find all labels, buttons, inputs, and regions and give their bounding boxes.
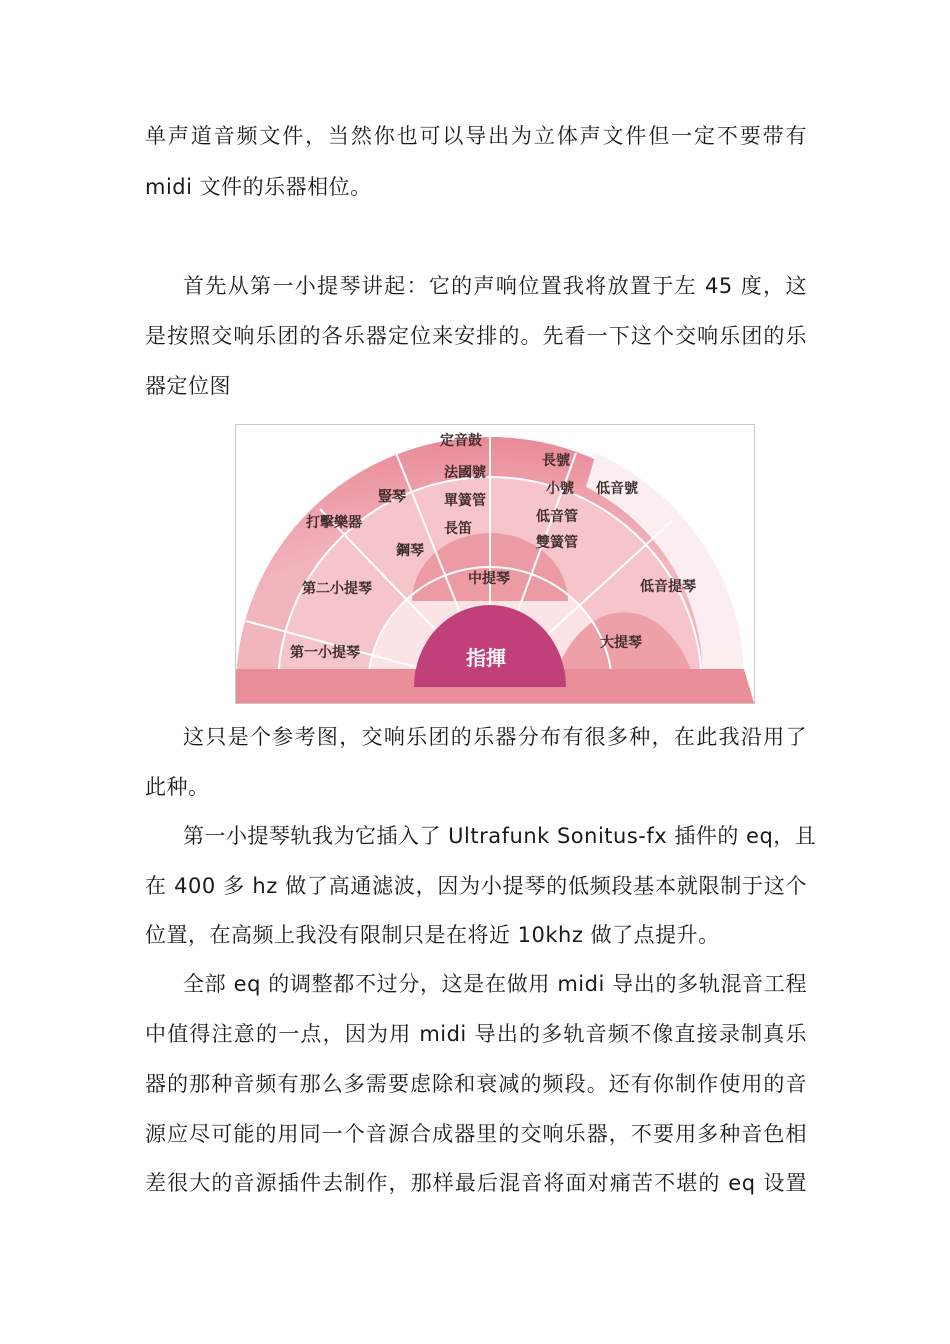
paragraph-1-line-1: 单声道音频文件，当然你也可以导出为立体声文件但一定不要带有 [145, 124, 807, 148]
label-cello: 大提琴 [600, 635, 642, 651]
label-percussion: 打擊樂器 [306, 515, 362, 531]
paragraph-2-line-3: 器定位图 [145, 374, 231, 398]
label-first-violin: 第一小提琴 [290, 645, 360, 661]
paragraph-4-line-3: 位置，在高频上我没有限制只是在将近 10khz 做了点提升。 [145, 923, 720, 947]
label-flute: 長笛 [444, 521, 472, 537]
paragraph-5-line-1: 全部 eq 的调整都不过分，这是在做用 midi 导出的多轨混音工程 [183, 972, 807, 996]
label-trombone: 長號 [542, 453, 570, 469]
label-second-violin: 第二小提琴 [302, 581, 372, 597]
label-trumpet: 小號 [546, 481, 574, 497]
label-clarinet: 單簧管 [444, 493, 486, 509]
label-harp: 豎琴 [378, 489, 406, 505]
paragraph-4-line-1: 第一小提琴轨我为它插入了 Ultrafunk Sonitus-fx 插件的 eq，且 [183, 824, 817, 848]
paragraph-2-line-1: 首先从第一小提琴讲起：它的声响位置我将放置于左 45 度，这 [183, 274, 807, 298]
label-conductor: 指揮 [466, 646, 506, 670]
paragraph-3-line-1: 这只是个参考图，交响乐团的乐器分布有很多种，在此我沿用了 [183, 725, 807, 749]
paragraph-1-line-2: midi 文件的乐器相位。 [145, 175, 372, 199]
label-french-horn: 法國號 [444, 465, 486, 481]
paragraph-5-line-2: 中值得注意的一点，因为用 midi 导出的多轨音频不像直接录制真乐 [145, 1022, 807, 1046]
label-piano: 鋼琴 [396, 543, 424, 559]
paragraph-5-line-3: 器的那种音频有那么多需要虑除和衰减的频段。还有你制作使用的音 [145, 1072, 807, 1096]
label-timpani: 定音鼓 [440, 433, 482, 449]
paragraph-4-line-2: 在 400 多 hz 做了高通滤波，因为小提琴的低频段基本就限制于这个 [145, 874, 807, 898]
paragraph-5-line-4: 源应尽可能的用同一个音源合成器里的交响乐器，不要用多种音色相 [145, 1122, 807, 1146]
paragraph-5-line-5: 差很大的音源插件去制作，那样最后混音将面对痛苦不堪的 eq 设置 [145, 1171, 807, 1195]
paragraph-3-line-2: 此种。 [145, 775, 210, 799]
label-oboe: 雙簧管 [536, 535, 578, 551]
label-tuba: 低音號 [596, 481, 638, 497]
label-double-bass: 低音提琴 [640, 579, 696, 595]
paragraph-2-line-2: 是按照交响乐团的各乐器定位来安排的。先看一下这个交响乐团的乐 [145, 324, 807, 348]
orchestra-seating-diagram [235, 424, 755, 704]
label-viola: 中提琴 [468, 571, 510, 587]
label-bassoon: 低音管 [536, 509, 578, 525]
